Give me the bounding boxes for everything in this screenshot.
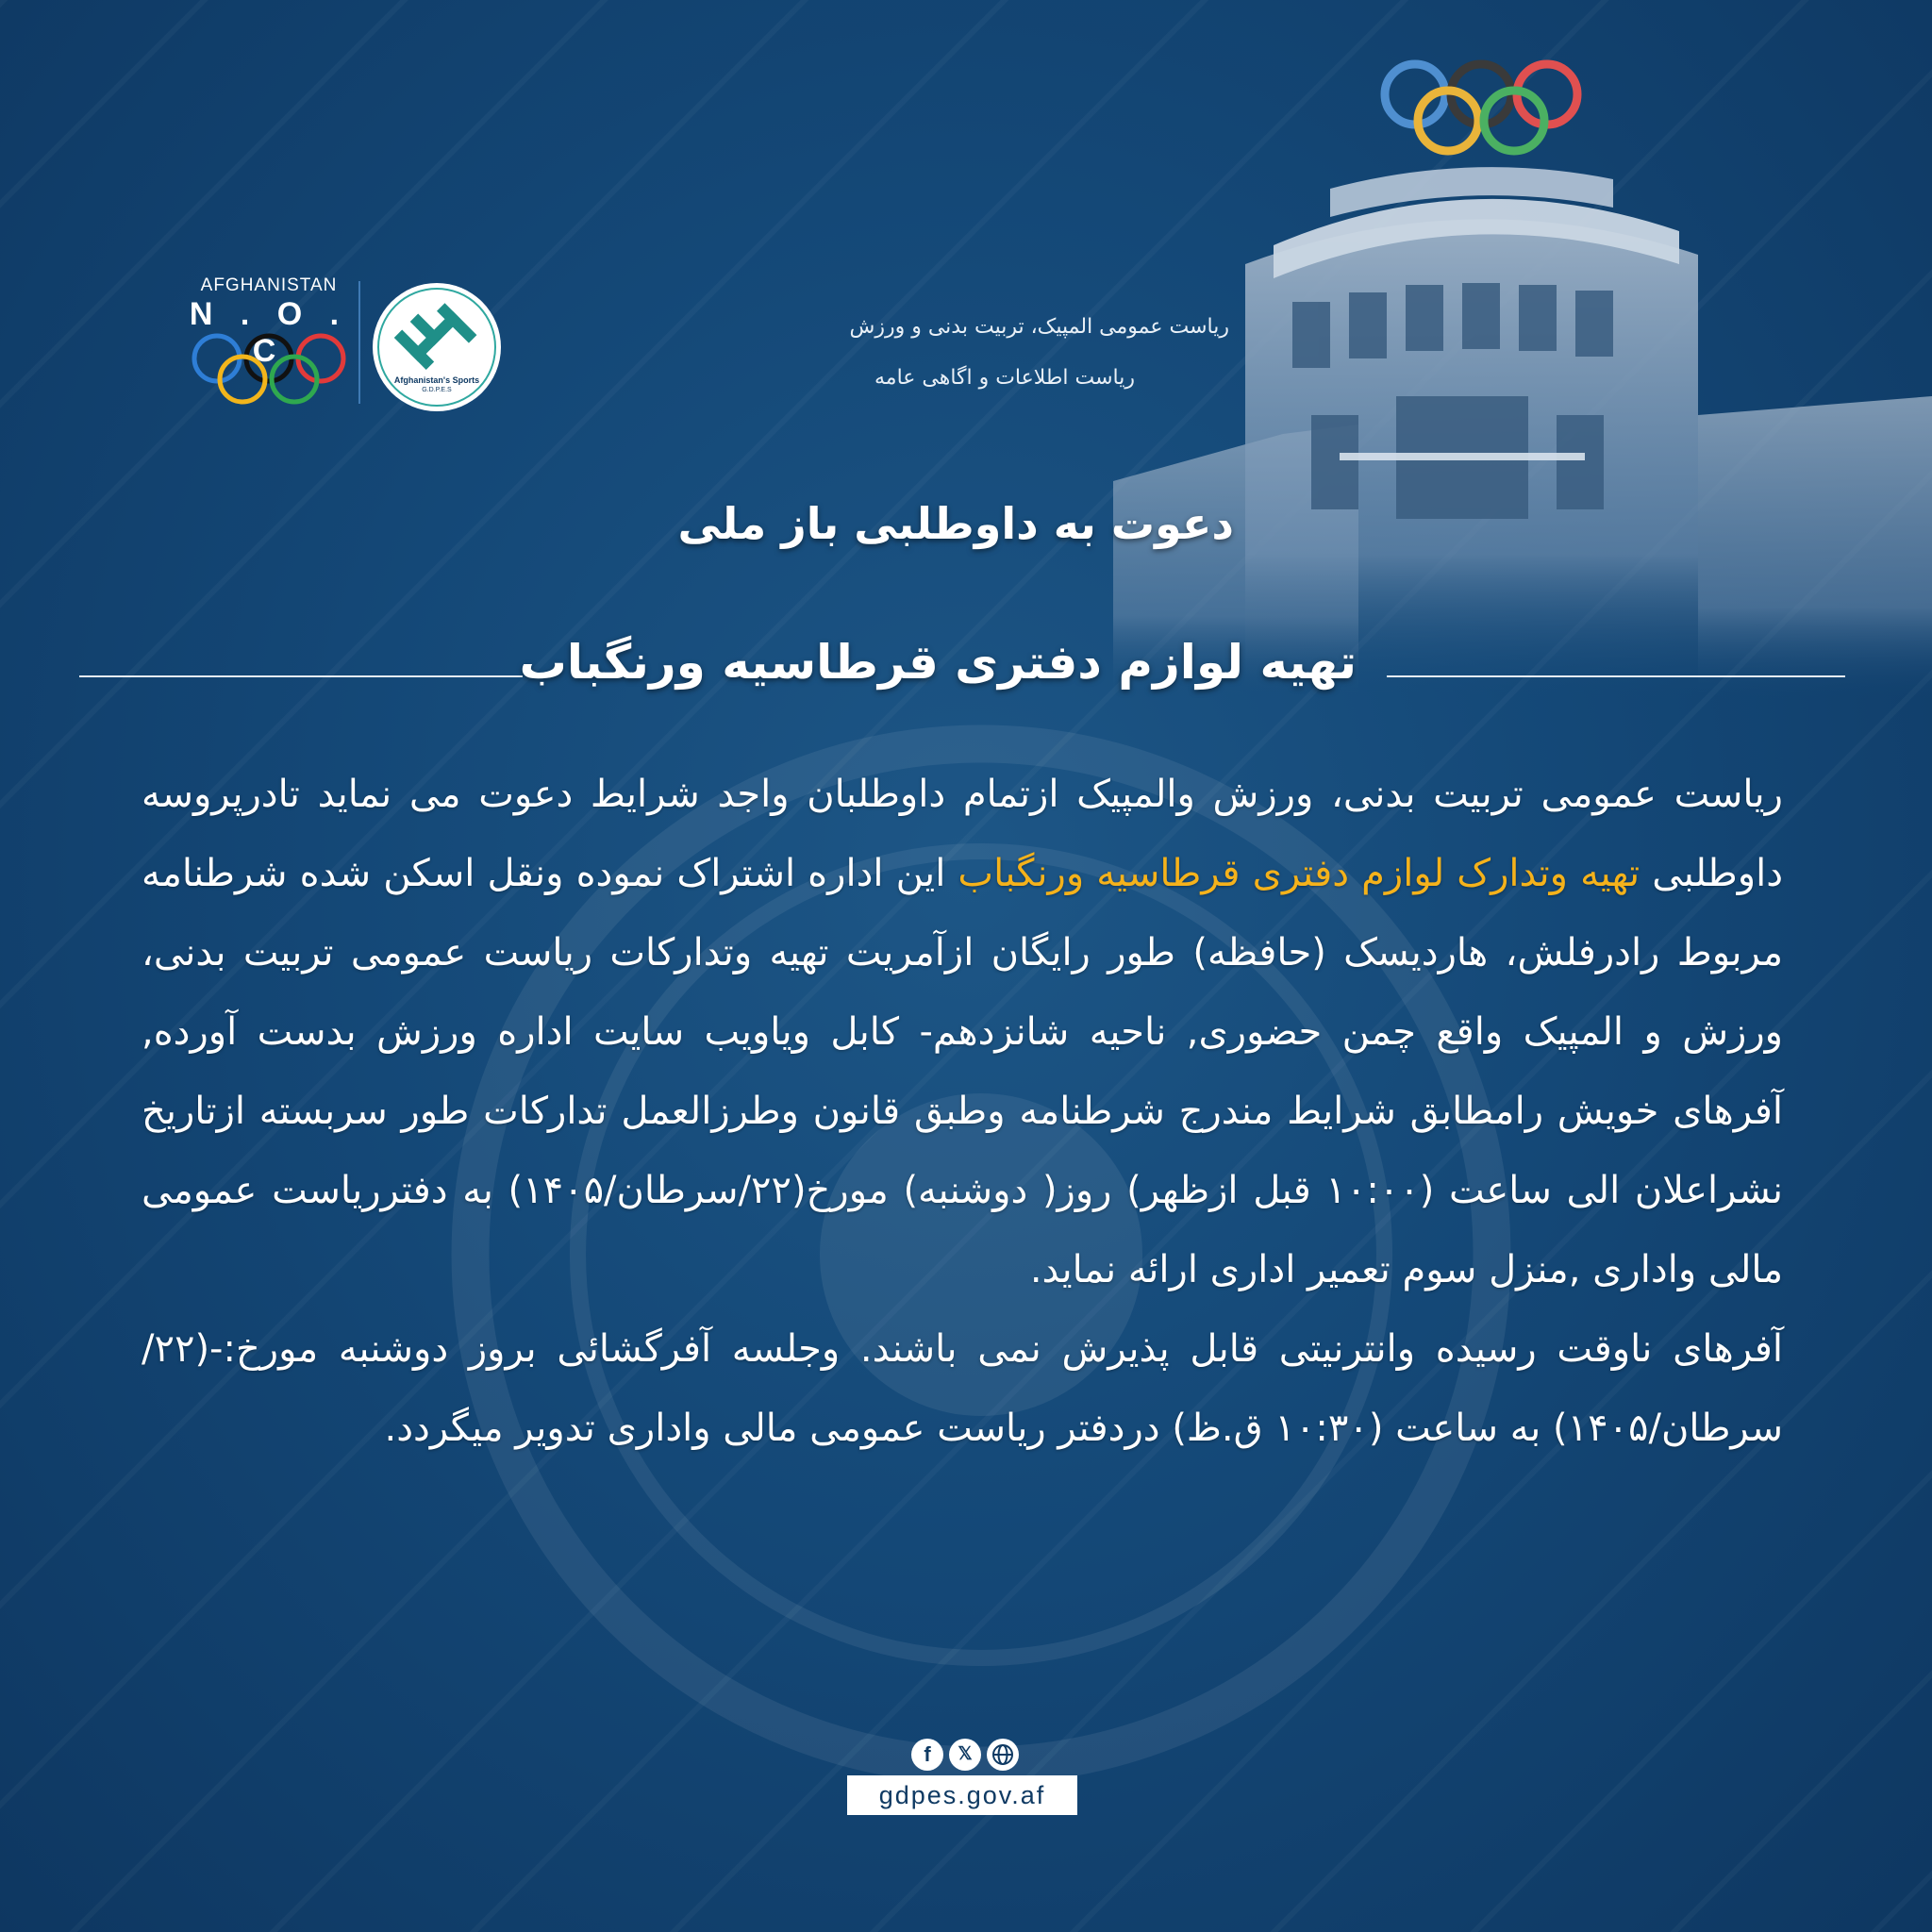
announcement-subtitle: تهیه لوازم دفتری قرطاسیه ورنگباب <box>519 635 1357 690</box>
olympic-rings-icon <box>191 332 347 408</box>
logo-divider <box>358 281 360 404</box>
stadium-building-illustration <box>1113 38 1932 698</box>
body-paragraph-1 <box>142 755 1783 1309</box>
noc-abbr-text: N . O . C <box>189 296 349 369</box>
globe-icon-glyph <box>987 1739 1019 1771</box>
gdpes-emblem-icon <box>371 281 503 413</box>
x-icon[interactable]: 𝕏 <box>949 1739 981 1771</box>
announcement-title: دعوت به داوطلبی باز ملی <box>677 498 1234 549</box>
social-icons <box>911 1739 1021 1773</box>
noc-country-text: AFGHANISTAN <box>200 275 338 295</box>
gdpes-caption: Afghanistan's Sports <box>393 375 480 385</box>
title-rule-left <box>79 675 523 677</box>
org-line-1: ریاست عمومی المپیک، تربیت بدنی و ورزش <box>849 315 1229 339</box>
body-p1-end: این اداره اشتراک نموده ونقل اسکن شده شرطنامه مربوط رادرفلش، هاردیسک (حافظه) طور رایگان ازآمریت تهیه وتدارکات ریاست عمومی تربیت بدنی، ورزش و المپیک واقع چمن حضوری, ناحیه شانزدهم- کابل ویاویب سایت اداره ورزش بدست آورده, آفرهای خویش رامطابق شرایط مندرج شرطنامه وطبق قانون وطرزالعمل تدارکات طور سربسته ازتاریخ نشراعلان الی ساعت (۱۰:۰۰ قبل ازظهر) روز( دوشنبه) مورخ(۲۲/سرطان/۱۴۰۵) به دفترریاست عمومی مالی واداری ,منزل سوم تعمیر اداری ارائه نماید. <box>142 852 1783 1291</box>
title-rule-right <box>1387 675 1845 677</box>
gdpes-subcaption: G.D.P.E.S <box>422 387 452 393</box>
body-paragraph-2: آفرهای ناوقت رسیده وانترنیتی قابل پذیرش نمی باشند. وجلسه آفرگشائی بروز دوشنبه مورخ:-(۲۲/ سرطان/۱۴۰۵) به ساعت (۱۰:۳۰ ق.ظ) دردفتر ریاست عمومی مالی واداری تدویر میگردد. <box>142 1327 1783 1450</box>
afghanistan-noc-logo <box>189 275 349 408</box>
body-p1-highlight: تهیه وتدارک لوازم دفتری قرطاسیه ورنگباب <box>958 852 1641 895</box>
org-line-2: ریاست اطلاعات و اگاهی عامه <box>874 366 1135 390</box>
body-p1-start: ریاست عمومی تربیت بدنی، ورزش والمپیک ازتمام داوطلبان واجد شرایط دعوت می نماید تادرپروسه داوطلبی <box>142 773 1784 895</box>
globe-icon[interactable] <box>987 1739 1019 1771</box>
website-link[interactable]: gdpes.gov.af <box>847 1775 1077 1815</box>
announcement-body <box>142 755 1783 1468</box>
gdpes-logo <box>371 281 503 413</box>
facebook-icon[interactable]: f <box>911 1739 943 1771</box>
